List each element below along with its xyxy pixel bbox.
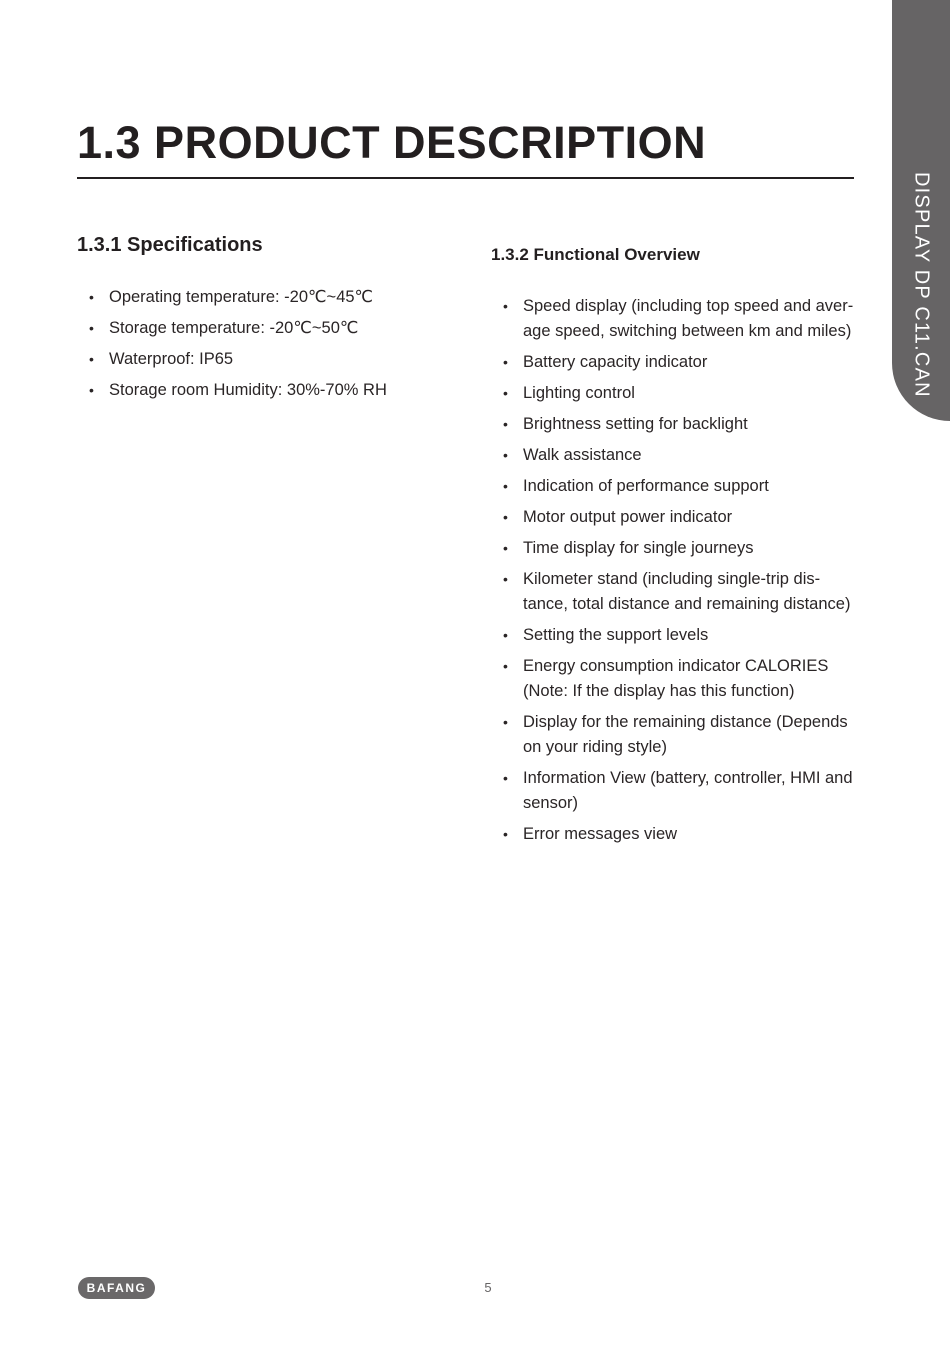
side-tab-label: DISPLAY DP C11.CAN bbox=[910, 172, 933, 398]
specifications-heading: 1.3.1 Specifications bbox=[77, 234, 263, 256]
list-item: • Brightness setting for backlight bbox=[491, 412, 859, 437]
list-item: • Waterproof: IP65 bbox=[77, 347, 457, 372]
functional-overview-list bbox=[491, 294, 859, 853]
title-divider bbox=[77, 177, 854, 179]
list-item: • Operating temperature: -20℃~45℃ bbox=[77, 285, 457, 310]
list-item: • Setting the support levels bbox=[491, 623, 859, 648]
list-item: • Lighting control bbox=[491, 381, 859, 406]
specifications-list bbox=[77, 285, 457, 409]
list-item: • Time display for single journeys bbox=[491, 536, 859, 561]
list-item: • Walk assistance bbox=[491, 443, 859, 468]
functional-overview-heading: 1.3.2 Functional Overview bbox=[491, 245, 700, 264]
list-item: • Storage room Humidity: 30%-70% RH bbox=[77, 378, 457, 403]
list-item: • Motor output power indicator bbox=[491, 505, 859, 530]
list-item: • Indication of performance support bbox=[491, 474, 859, 499]
list-item: • Speed display (including top speed and aver-age speed, switching between km and miles) bbox=[491, 294, 859, 344]
list-item: • Display for the remaining distance (Depends on your riding style) bbox=[491, 710, 859, 760]
list-item: • Storage temperature: -20℃~50℃ bbox=[77, 316, 457, 341]
list-item: • Energy consumption indicator CALORIES (Note: If the display has this function) bbox=[491, 654, 859, 704]
bafang-logo: BAFANG bbox=[78, 1277, 155, 1299]
list-item: • Information View (battery, controller, HMI and sensor) bbox=[491, 766, 859, 816]
list-item: • Battery capacity indicator bbox=[491, 350, 859, 375]
page-number: 5 bbox=[484, 1280, 492, 1295]
page-title: 1.3 PRODUCT DESCRIPTION bbox=[77, 117, 707, 168]
list-item: • Kilometer stand (including single-trip dis-tance, total distance and remaining distance) bbox=[491, 567, 859, 617]
list-item: • Error messages view bbox=[491, 822, 859, 847]
